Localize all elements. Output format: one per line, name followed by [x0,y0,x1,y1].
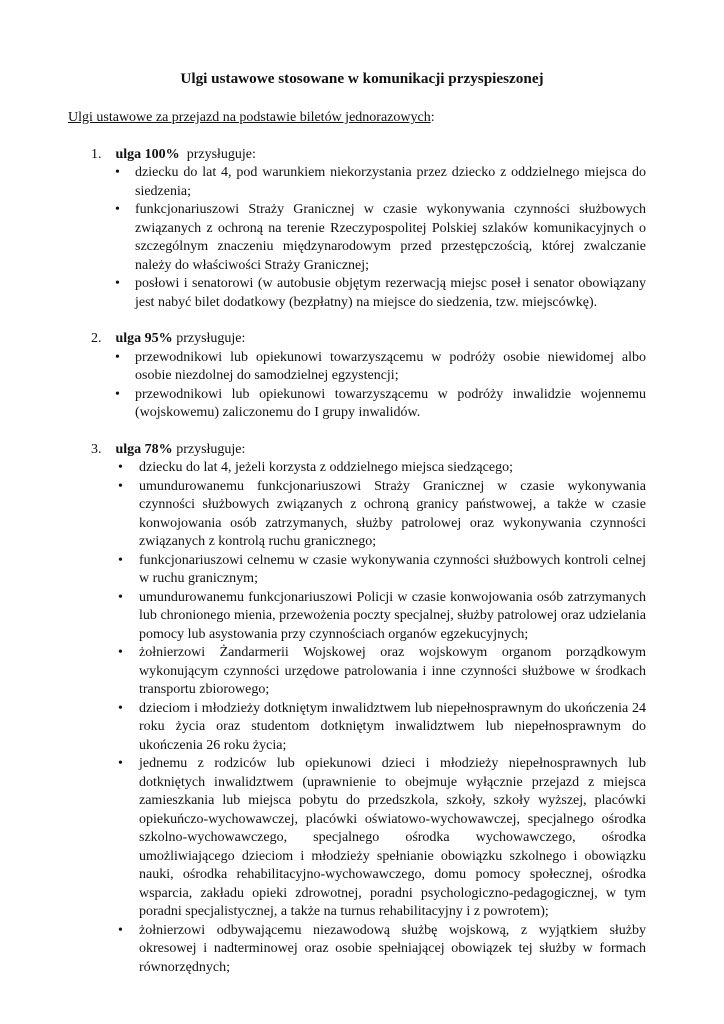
page-title: Ulgi ustawowe stosowane w komunikacji przyspieszonej [180,70,544,87]
bullet-icon: • [118,478,123,494]
list-item [68,386,646,423]
subtitle-text: Ulgi ustawowe za przejazd na podstawie biletów jednorazowych [68,110,431,125]
bullet-icon: • [118,460,123,475]
section-number: 2. [91,331,102,346]
list-item-text: żołnierzowi Żandarmerii Wojskowej oraz wojskowym organom porządkowym wykonującym czynności urzędowe patrolowania i inne czynności służbowe w środkach transportu zbiorowego; [139,645,646,697]
list-item [68,644,646,700]
section-number: 1. [91,146,102,162]
list-item [68,700,646,756]
list-item-text: umundurowanemu funkcjonariuszowi Policji w czasie konwojowania osób zatrzymanych lub chronionego mienia, przewożenia poczty specjalnej, służby patrolowej oraz udzielania pomocy lub asystowania przy czynnościach organów egzekucyjnych; [139,589,646,642]
bullet-icon: • [115,386,120,402]
bullet-icon: • [118,700,123,716]
section-subtitle [68,109,656,128]
list-item-text: przewodnikowi lub opiekunowi towarzyszącemu w podróży osobie niewidomej albo osobie niezdolnej do samodzielnej egzystencji; [135,349,646,383]
list-item [68,349,646,386]
bullet-icon: • [115,349,120,365]
subtitle-colon: : [430,110,435,125]
list-item [68,552,646,589]
bullet-icon: • [118,922,123,938]
section-label: przysługuje: [186,146,256,162]
list-item [68,164,646,201]
bullet-icon: • [118,552,123,568]
list-item [68,201,646,275]
section-heading [68,146,656,165]
list-item-text: funkcjonariuszowi Straży Granicznej w czasie wykonywania czynności służbowych związanych z ochroną na terenie Rzeczypospolitej Polskiej szlaków komunikacyjnych o szczególnym znaczeniu międzynarodowym przed przestępczością, której zwalczanie należy do właściwości Straży Granicznej; [135,202,646,273]
discount-rate: ulga 78% [115,441,173,457]
list-item-text: przewodnikowi lub opiekunowi towarzyszącemu w podróży inwalidzie wojennemu (wojskowemu) zaliczonemu do I grupy inwalidów. [135,386,646,420]
section-heading [68,441,656,460]
section-label: przysługuje: [176,441,246,457]
bullet-icon: • [118,589,123,605]
discount-rate: ulga 95% [115,331,173,346]
list-item [68,459,646,478]
list-item-text: dziecku do lat 4, pod warunkiem niekorzystania przez dziecko z oddzielnego miejsca do siedzenia; [135,165,646,199]
bullet-icon: • [118,645,123,660]
list-item-text: umundurowanemu funkcjonariuszowi Straży Granicznej w czasie wykonywania czynności służbowych związanych z ochroną granicy państwowej, a także w czasie konwojowania osób zatrzymanych, służby patrolowej oraz wykonywania czynności związanych z kontrolą ruchu granicznego; [139,478,646,549]
section-label: przysługuje: [176,331,246,346]
list-item [68,922,646,978]
list-item-text: dzieciom i młodzieży dotkniętym inwalidztwem lub niepełnosprawnym do ukończenia 24 roku życia oraz studentom dotkniętym inwalidztwem lub niepełnosprawnym do ukończenia 26 roku życia; [139,700,646,753]
section-ulga-78 [68,441,656,978]
entitlement-list [68,164,656,312]
section-ulga-95 [68,330,656,423]
list-item [68,755,646,922]
list-item-text: jednemu z rodziców lub opiekunowi dzieci i młodzieży niepełnosprawnych lub dotkniętych inwalidztwem (uprawnienie to obejmuje wyłącznie przejazd z miejsca zamieszkania lub miejsca pobytu do przedszkola, szkoły, szkoły wyższej, placówki opiekuńczo-wychowawczej, placówki oświatowo-wychowawczej, specjalnego ośrodka szkolno-wychowawczego, specjalnego ośrodka wychowawczego, ośrodka umożliwiającego dzieciom i młodzieży spełnianie obowiązku szkolnego i obowiązku nauki, ośrodka rehabilitacyjno-wychowawczego, domu pomocy społecznej, ośrodka wsparcia, zakładu opieki zdrowotnej, poradni psychologiczno-pedagogicznej, w tym poradni specjalistycznej, a także na turnus rehabilitacyjny i z powrotem); [139,756,646,919]
list-item [68,478,646,552]
bullet-icon: • [115,202,120,217]
list-item-text: dziecku do lat 4, jeżeli korzysta z oddzielnego miejsca siedzącego; [139,460,513,475]
section-number: 3. [91,441,102,457]
list-item-text: funkcjonariuszowi celnemu w czasie wykonywania czynności służbowych kontroli celnej w ruchu granicznym; [139,552,646,586]
entitlement-list [68,459,656,977]
section-ulga-100 [68,146,656,313]
bullet-icon: • [115,165,120,180]
list-item [68,589,646,645]
list-item-text: żołnierzowi odbywającemu niezawodową służbę wojskową, z wyjątkiem służby okresowej i nadterminowej oraz osobie spełniającej obowiązek tej służby w formach równorzędnych; [139,922,646,975]
section-heading [68,330,656,349]
list-item-text: posłowi i senatorowi (w autobusie objętym rezerwacją miejsc poseł i senator obowiązany jest nabyć bilet dodatkowy (bezpłatny) na miejsce do siedzenia, tzw. miejscówkę). [135,276,646,310]
bullet-icon: • [118,756,123,771]
discount-rate: ulga 100% [115,146,180,162]
entitlement-list [68,349,656,423]
bullet-icon: • [115,276,120,291]
list-item [68,275,646,312]
